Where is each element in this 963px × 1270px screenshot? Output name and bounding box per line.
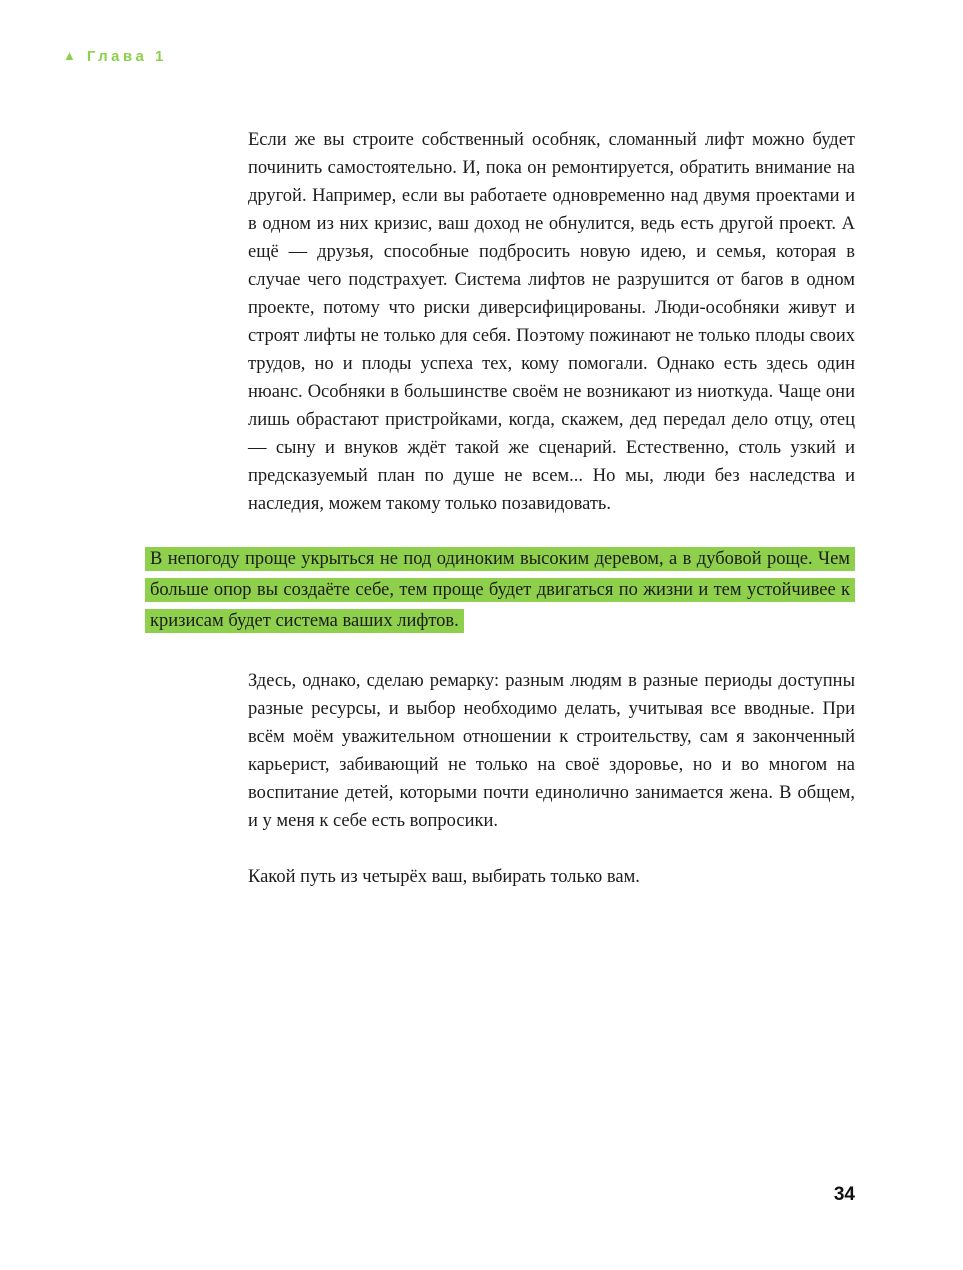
page-number: 34 bbox=[833, 1184, 855, 1205]
remark-paragraph: Здесь, однако, сделаю ремарку: разным людям в разные периоды доступны разные ресурсы, и выбор необходимо делать, учитывая все вводные. При всём моём уважительном отношении к строительству, сам я законченный карьерист, забивающий не только на своё здоровье, но и во многом на воспитание детей, которыми почти единолично занимается жена. В общем, и у меня к себе есть вопросики. bbox=[248, 671, 855, 831]
closing-line: Какой путь из четырёх ваш, выбирать только вам. bbox=[248, 867, 640, 887]
page-content bbox=[145, 126, 855, 891]
highlight-block bbox=[145, 544, 855, 637]
highlight-text: В непогоду проще укрыться не под одиноким высоким деревом, а в дубовой роще. Чем больше опор вы создаёте себе, тем проще будет двигаться по жизни и тем устойчивее к кризисам будет система ваших лифтов. bbox=[145, 547, 855, 633]
intro-paragraph: Если же вы строите собственный особняк, сломанный лифт можно будет починить самостоятельно. И, пока он ремонтируется, обратить внимание на другой. Например, если вы работаете одновременно над двумя проектами и в одном из них кризис, ваш доход не обнулится, ведь есть другой проект. А ещё — друзья, способные подбросить новую идею, и семья, которая в случае чего подстрахует. Система лифтов не разрушится от багов в одном проекте, потому что риски диверсифицированы. Люди-особняки живут и строят лифты не только для себя. Поэтому пожинают не только плоды своих трудов, но и плоды успеха тех, кому помогали. Однако есть здесь один нюанс. Особняки в большинстве своём не возникают из ниоткуда. Чаще они лишь обрастают пристройками, когда, скажем, дед передал дело отцу, отец — сыну и внуков ждёт такой же сценарий. Естественно, столь узкий и предсказуемый план по душе не всем... Но мы, люди без наследства и наследия, можем такому только позавидовать. bbox=[248, 130, 855, 514]
chapter-label: Глава 1 bbox=[86, 48, 167, 65]
triangle-icon: ▲ bbox=[63, 48, 76, 63]
chapter-header bbox=[63, 48, 167, 65]
